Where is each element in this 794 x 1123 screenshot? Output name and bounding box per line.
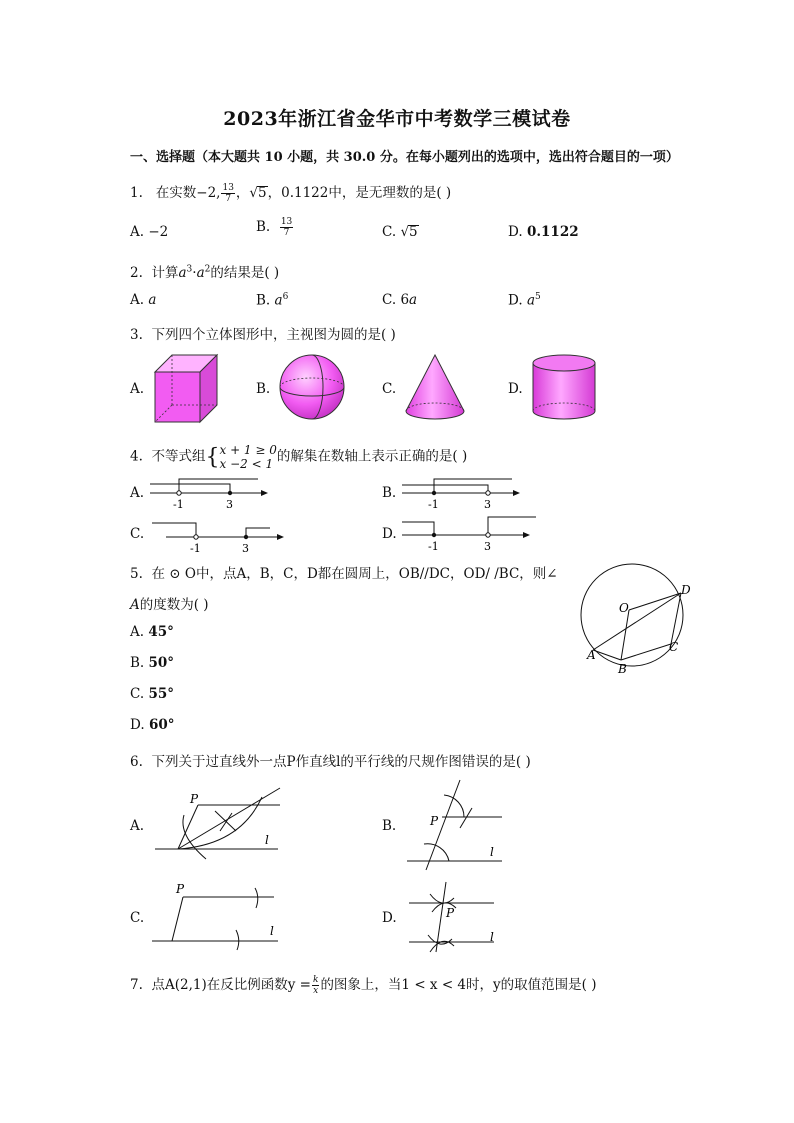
q5-option-d[interactable]: D. 60° — [130, 717, 175, 733]
svg-text:l: l — [490, 930, 494, 944]
tick-label-minus1: -1 — [173, 498, 184, 511]
q1-sqrt-arg: 5 — [258, 185, 267, 201]
number-line-b — [400, 470, 530, 510]
q1-option-d[interactable]: D. 0.1122 — [508, 224, 579, 240]
cube-figure — [150, 350, 225, 425]
svg-text:l: l — [265, 833, 269, 847]
label-O: O — [619, 601, 629, 615]
construction-c — [150, 880, 280, 950]
q4-option-b[interactable]: B. — [382, 485, 397, 501]
q1-number: 1. — [130, 185, 143, 201]
q1-pre: 在实数 — [155, 185, 197, 201]
tick-label-3: 3 — [226, 498, 233, 511]
svg-text:P: P — [190, 792, 199, 806]
number-line-c — [150, 514, 290, 556]
q5-option-c[interactable]: C. 55° — [130, 686, 174, 702]
q6-option-c[interactable]: C. — [130, 910, 145, 926]
label-B: B — [618, 662, 627, 676]
q3-option-b[interactable]: B. — [256, 381, 271, 397]
svg-text:l: l — [490, 845, 494, 859]
q2-option-a[interactable]: A. a — [130, 292, 157, 308]
q3-option-d[interactable]: D. — [508, 381, 523, 397]
svg-text:P: P — [176, 882, 185, 896]
q5-option-b[interactable]: B. 50° — [130, 655, 175, 671]
svg-text:-1: -1 — [190, 542, 201, 555]
svg-text:l: l — [270, 924, 274, 938]
construction-d — [404, 882, 504, 952]
q2-option-d[interactable]: D. $a^5$ — [508, 292, 541, 309]
q1-option-b[interactable]: B. $\frac{13}{7}$ — [256, 217, 293, 238]
q1-comma: ， — [235, 185, 250, 201]
sphere-figure — [278, 353, 348, 423]
q4-option-c[interactable]: C. — [130, 526, 145, 542]
question-5-cont: A的度数为( ) — [130, 597, 209, 613]
cone-figure — [404, 353, 466, 423]
label-C: C — [669, 640, 679, 654]
svg-text:P: P — [446, 906, 455, 920]
q4-option-d[interactable]: D. — [382, 526, 397, 542]
question-7: 7. 点A(2,1)在反比例函数y = $\frac{k}{x}$ 的图象上，当1 < x < 4时，y的取值范围是( ) — [130, 975, 597, 996]
question-4: 4. 不等式组{ x + 1 ≥ 0 x −2 < 1 的解集在数轴上表示正确的是( ) — [130, 443, 468, 471]
q2-option-c[interactable]: C. 6a — [382, 292, 418, 308]
cylinder-figure — [530, 353, 598, 425]
q1-option-c[interactable]: C. √5 — [382, 224, 418, 240]
question-3: 3. 下列四个立体图形中，主视图为圆的是( ) — [130, 327, 396, 343]
construction-a — [150, 785, 285, 865]
q6-option-d[interactable]: D. — [382, 910, 397, 926]
q5-option-a[interactable]: A. 45° — [130, 624, 174, 640]
q3-option-c[interactable]: C. — [382, 381, 397, 397]
question-2: 2. 计算$a^3\cdot a^2$的结果是( ) — [130, 264, 280, 281]
q1-rest: ，0.1122中，是无理数的是( ) — [267, 185, 452, 201]
q6-option-a[interactable]: A. — [130, 818, 145, 834]
q1-sqrt-symbol: √ — [249, 185, 259, 201]
q4-option-a[interactable]: A. — [130, 485, 145, 501]
q1-option-a[interactable]: A. −2 — [130, 224, 169, 240]
svg-text:-1: -1 — [428, 540, 439, 553]
q6-option-b[interactable]: B. — [382, 818, 397, 834]
q1-minus2: −2, — [196, 185, 221, 201]
q2-option-b[interactable]: B. $a^6$ — [256, 292, 289, 309]
label-A: A — [587, 648, 596, 662]
q1-fraction: $\frac{13}{7}$ — [222, 183, 234, 204]
question-5: 5. 在 ⊙ O中，点A，B，C，D都在圆周上，OB//DC，OD/ /BC，则∠ — [130, 566, 558, 582]
question-6: 6. 下列关于过直线外一点P作直线l的平行线的尺规作图错误的是( ) — [130, 754, 531, 770]
svg-text:-1: -1 — [428, 498, 439, 511]
construction-b — [402, 780, 512, 870]
circle-diagram — [575, 560, 695, 678]
label-D: D — [681, 583, 691, 597]
svg-text:P: P — [430, 814, 439, 828]
q3-option-a[interactable]: A. — [130, 381, 145, 397]
q4-brace: { — [205, 444, 220, 470]
number-line-d — [400, 512, 540, 554]
number-line-a — [148, 470, 278, 510]
question-1 — [130, 181, 451, 204]
section-heading: 一、选择题（本大题共 10 小题，共 30.0 分。在每小题列出的选项中，选出符合题目的一项） — [130, 150, 679, 165]
svg-text:3: 3 — [484, 540, 491, 553]
svg-text:3: 3 — [242, 542, 249, 555]
svg-text:3: 3 — [484, 498, 491, 511]
page-title: 2023年浙江省金华市中考数学三模试卷 — [223, 108, 571, 130]
